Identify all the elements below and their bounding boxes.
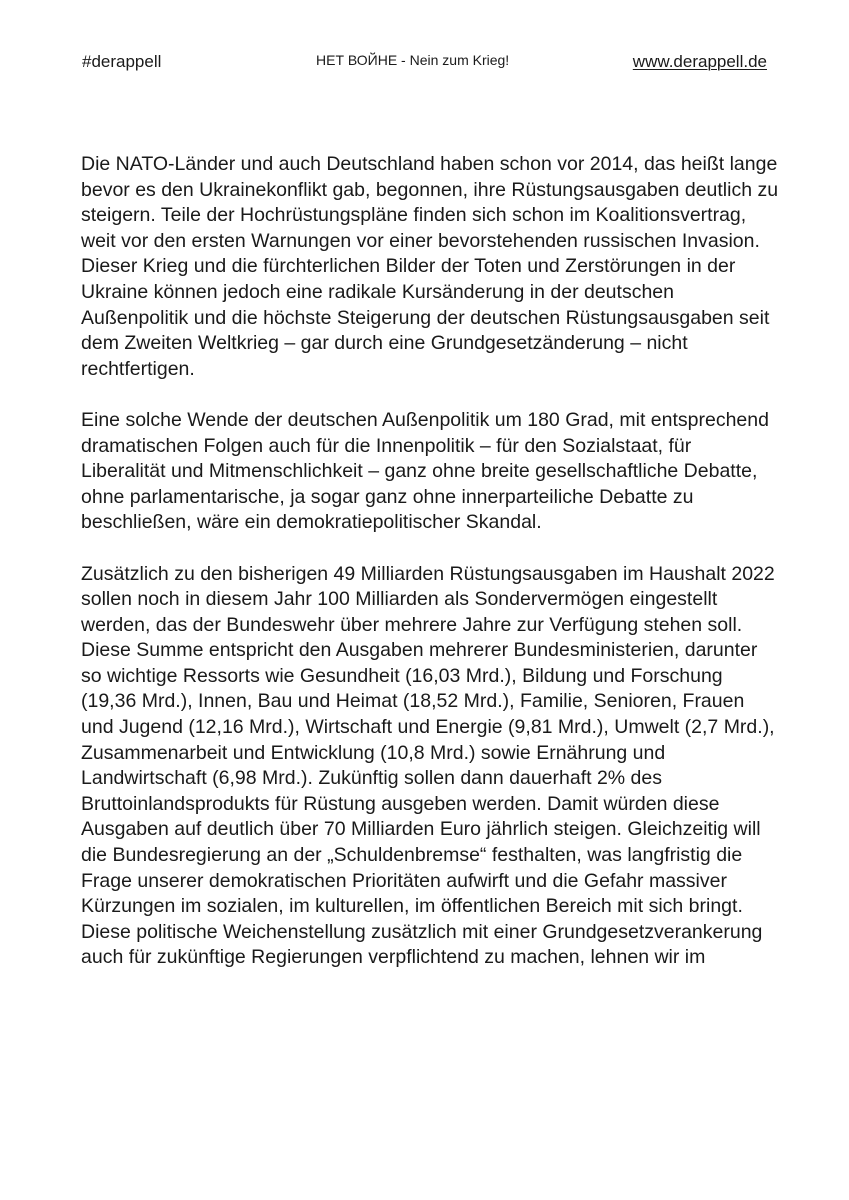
header-title: НЕТ ВОЙНЕ - Nein zum Krieg! bbox=[316, 52, 510, 68]
paragraph-2: Eine solche Wende der deutschen Außenpolitik um 180 Grad, mit entsprechend dramatischen Folgen auch für die Innenpolitik – für den Sozialstaat, für Liberalität und Mitmenschlichkeit – ganz ohne breite gesellschaftliche Debatte, ohne parlamentarische, ja sogar ganz ohne innerparteiliche Debatte zu beschließen, wäre ein demokratiepolitischer Skandal. bbox=[81, 408, 769, 534]
paragraph-1: Die NATO-Länder und auch Deutschland haben schon vor 2014, das heißt lange bevor es den Ukrainekonflikt gab, begonnen, ihre Rüstungsausgaben deutlich zu steigern. Teile der Hochrüstungspläne finden sich schon im Koalitionsvertrag, weit vor den ersten Warnungen vor einer bevorstehenden russischen Invasion. Dieser Krieg und die fürchterlichen Bilder der Toten und Zerstörungen in der Ukraine können jedoch eine radikale Kursänderung in der deutschen Außenpolitik und die höchste Steigerung der deutschen Rüstungsausgaben seit dem Zweiten Weltkrieg – gar durch eine Grundgesetzänderung – nicht rechtfertigen. bbox=[81, 153, 779, 380]
paragraph-3: Zusätzlich zu den bisherigen 49 Milliarden Rüstungsausgaben im Haushalt 2022 sollen noch in diesem Jahr 100 Milliarden als Sondervermögen eingestellt werden, das der Bundeswehr über mehrere Jahre zur Verfügung stehen soll. Diese Summe entspricht den Ausgaben mehrerer Bundesministerien, darunter so wichtige Ressorts wie Gesundheit (16,03 Mrd.), Bildung und Forschung (19,36 Mrd.), Innen, Bau und Heimat (18,52 Mrd.), Familie, Senioren, Frauen und Jugend (12,16 Mrd.), Wirtschaft und Energie (9,81 Mrd.), Umwelt (2,7 Mrd.), Zusammenarbeit und Entwicklung (10,8 Mrd.) sowie Ernährung und Landwirtschaft (6,98 Mrd.). Zukünftig sollen dann dauerhaft 2% des Bruttoinlandsprodukts für Rüstung ausgeben werden. Damit würden diese Ausgaben auf deutlich über 70 Milliarden Euro jährlich steigen. Gleichzeitig will die Bundesregierung an der „Schuldenbremse“ festhalten, was langfristig die Frage unserer demokratischen Prioritäten aufwirft und die Gefahr massiver Kürzungen im sozialen, im kulturellen, im öffentlichen Bereich mit sich bringt. Diese politische Weichenstellung zusätzlich mit einer Grundgesetzverankerung auch für zukünftige Regierungen verpflichtend zu machen, lehnen wir im bbox=[81, 562, 775, 969]
page-header bbox=[0, 51, 849, 75]
website-link[interactable]: www.derappell.de bbox=[632, 52, 767, 71]
document-body bbox=[81, 152, 781, 997]
hashtag-label: #derappell bbox=[82, 52, 162, 71]
